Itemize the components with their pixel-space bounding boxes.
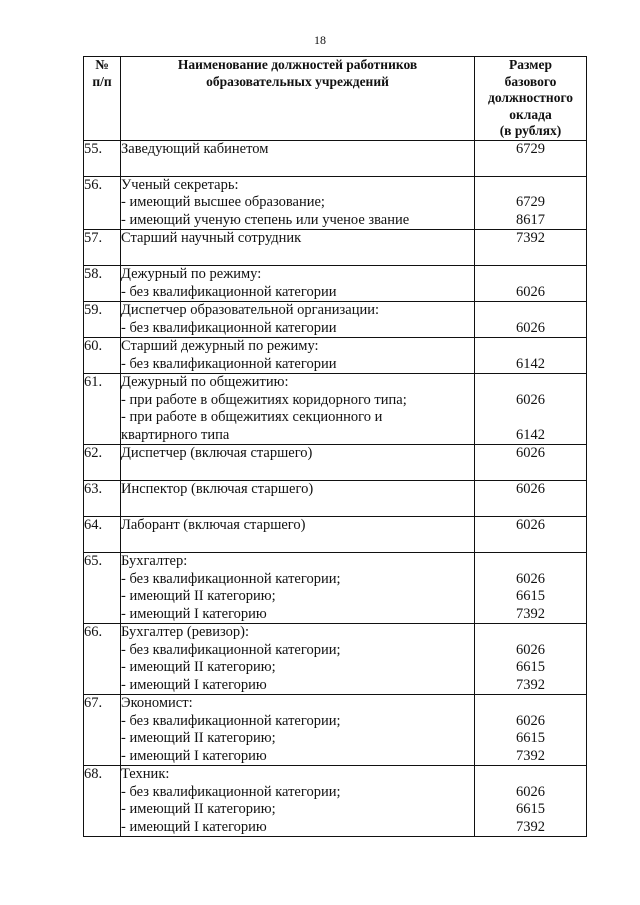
- position-line: Техник:: [121, 766, 170, 782]
- header-position-line: образовательных учреждений: [206, 73, 389, 89]
- position-line: квартирного типа: [121, 426, 230, 443]
- salary-line: 6142: [516, 355, 545, 372]
- position-line: Бухгалтер (ревизор):: [121, 624, 249, 640]
- salary-line: 6026: [516, 517, 545, 533]
- salary-line: 6026: [516, 391, 545, 408]
- row-number: 68.: [84, 766, 121, 837]
- row-number: 55.: [84, 140, 121, 176]
- position-line: - имеющий II категорию;: [121, 659, 276, 675]
- salary-line: 7392: [516, 676, 545, 693]
- position-line: - имеющий I категорию: [121, 747, 267, 764]
- salary-line: [475, 766, 586, 784]
- salary-value: [475, 140, 587, 176]
- salary-line: 8617: [516, 211, 545, 228]
- row-number: 63.: [84, 481, 121, 517]
- position-line: - при работе в общежитиях секционного и: [121, 409, 383, 425]
- salary-value: [475, 302, 587, 338]
- blank-line: [121, 499, 474, 517]
- header-salary-line: базового: [504, 73, 557, 89]
- position-line: Заведующий кабинетом: [121, 140, 269, 157]
- salary-line: 7392: [516, 605, 545, 622]
- position-line: - без квалификационной категории: [121, 355, 337, 372]
- position-line: Дежурный по общежитию:: [121, 374, 289, 390]
- position-line: - имеющий ученую степень или ученое звание: [121, 211, 410, 228]
- salary-line: 6615: [516, 588, 545, 604]
- position-line: - имеющий высшее образование;: [121, 194, 325, 210]
- position-line: - имеющий I категорию: [121, 605, 267, 622]
- table-row: [84, 695, 587, 766]
- position-name: [121, 140, 475, 176]
- position-line: Дежурный по режиму:: [121, 266, 262, 282]
- position-name: [121, 338, 475, 374]
- position-line: Лаборант (включая старшего): [121, 517, 306, 533]
- salary-value: [475, 266, 587, 302]
- position-name: [121, 481, 475, 517]
- position-name: [121, 553, 475, 624]
- blank-line: [121, 535, 474, 553]
- position-line: - имеющий II категорию;: [121, 730, 276, 746]
- header-salary-size: [475, 57, 587, 141]
- table-row: [84, 517, 587, 553]
- salary-line: [475, 338, 586, 356]
- row-number: 57.: [84, 230, 121, 266]
- salary-line: [475, 624, 586, 642]
- table-row: [84, 338, 587, 374]
- position-line: - имеющий II категорию;: [121, 801, 276, 817]
- row-number: 62.: [84, 445, 121, 481]
- position-name: [121, 517, 475, 553]
- blank-line: [121, 248, 474, 266]
- row-number: 61.: [84, 374, 121, 445]
- position-name: [121, 266, 475, 302]
- position-line: Ученый секретарь:: [121, 176, 239, 193]
- salary-table: [83, 56, 587, 837]
- salary-line: [475, 553, 586, 571]
- table-row: [84, 624, 587, 695]
- salary-value: [475, 338, 587, 374]
- row-number: 66.: [84, 624, 121, 695]
- page-number: 18: [314, 33, 326, 47]
- salary-line: 7392: [516, 230, 545, 246]
- position-line: - без квалификационной категории: [121, 283, 337, 300]
- salary-line: 6026: [516, 570, 545, 587]
- salary-line: 6026: [516, 641, 545, 658]
- header-salary-line: (в рублях): [499, 123, 562, 138]
- table-row: [84, 481, 587, 517]
- salary-value: [475, 624, 587, 695]
- table-row: [84, 230, 587, 266]
- position-name: [121, 176, 475, 230]
- salary-value: [475, 766, 587, 837]
- table-row: [84, 266, 587, 302]
- position-line: - без квалификационной категории;: [121, 783, 341, 800]
- salary-line: 6615: [516, 730, 545, 746]
- position-name: [121, 302, 475, 338]
- salary-line: 6026: [516, 319, 545, 336]
- salary-value: [475, 230, 587, 266]
- blank-line: [121, 463, 474, 481]
- position-name: [121, 445, 475, 481]
- position-name: [121, 624, 475, 695]
- header-number-line: п/п: [92, 73, 112, 89]
- salary-line: [475, 177, 586, 195]
- salary-line: 6729: [516, 194, 545, 210]
- table-row: [84, 302, 587, 338]
- salary-line: [475, 374, 586, 392]
- salary-line: 6026: [516, 445, 545, 461]
- header-position-line: Наименование должностей работников: [177, 57, 418, 72]
- salary-value: [475, 481, 587, 517]
- header-number-line: №: [95, 57, 109, 72]
- position-line: Старший дежурный по режиму:: [121, 338, 319, 354]
- salary-value: [475, 445, 587, 481]
- table-row: [84, 374, 587, 445]
- salary-line: [475, 409, 586, 427]
- row-number: 67.: [84, 695, 121, 766]
- position-line: - без квалификационной категории;: [121, 641, 341, 658]
- row-number: 65.: [84, 553, 121, 624]
- header-salary-line: оклада: [509, 106, 552, 122]
- position-line: Диспетчер (включая старшего): [121, 445, 313, 461]
- row-number: 64.: [84, 517, 121, 553]
- table-row: [84, 766, 587, 837]
- header-salary-line: должностного: [488, 90, 573, 105]
- position-line: Старший научный сотрудник: [121, 230, 302, 246]
- table-row: [84, 445, 587, 481]
- salary-line: 6026: [516, 283, 545, 300]
- row-number: 60.: [84, 338, 121, 374]
- position-line: - имеющий II категорию;: [121, 588, 276, 604]
- salary-value: [475, 517, 587, 553]
- table-row: [84, 553, 587, 624]
- salary-line: [475, 695, 586, 713]
- salary-line: 6026: [516, 712, 545, 729]
- table-row: [84, 176, 587, 230]
- table-header-row: [84, 57, 587, 141]
- salary-line: 7392: [516, 747, 545, 764]
- salary-line: 6615: [516, 801, 545, 817]
- position-line: Диспетчер образовательной организации:: [121, 302, 380, 318]
- position-line: - имеющий I категорию: [121, 676, 267, 693]
- position-line: - имеющий I категорию: [121, 818, 267, 835]
- position-line: - без квалификационной категории;: [121, 570, 341, 587]
- table-body: [84, 140, 587, 837]
- salary-line: 6142: [516, 426, 545, 443]
- row-number: 59.: [84, 302, 121, 338]
- position-name: [121, 766, 475, 837]
- salary-value: [475, 553, 587, 624]
- position-line: - при работе в общежитиях коридорного типа;: [121, 391, 407, 408]
- salary-value: [475, 695, 587, 766]
- position-line: Экономист:: [121, 695, 193, 711]
- salary-line: 7392: [516, 818, 545, 835]
- position-line: Инспектор (включая старшего): [121, 481, 314, 497]
- blank-line: [121, 158, 474, 176]
- salary-line: [475, 266, 586, 284]
- salary-line: [475, 302, 586, 320]
- position-name: [121, 230, 475, 266]
- position-name: [121, 374, 475, 445]
- header-salary-line: Размер: [509, 57, 552, 72]
- header-position-name: [121, 57, 475, 141]
- position-line: - без квалификационной категории;: [121, 712, 341, 729]
- salary-line: 6026: [516, 783, 545, 800]
- table-row: [84, 140, 587, 176]
- salary-line: 6729: [516, 140, 545, 157]
- salary-line: 6615: [516, 659, 545, 675]
- position-name: [121, 695, 475, 766]
- position-line: - без квалификационной категории: [121, 319, 337, 336]
- salary-value: [475, 374, 587, 445]
- row-number: 56.: [84, 176, 121, 230]
- salary-value: [475, 176, 587, 230]
- salary-line: 6026: [516, 481, 545, 497]
- position-line: Бухгалтер:: [121, 553, 188, 569]
- row-number: 58.: [84, 266, 121, 302]
- header-number: [84, 57, 121, 141]
